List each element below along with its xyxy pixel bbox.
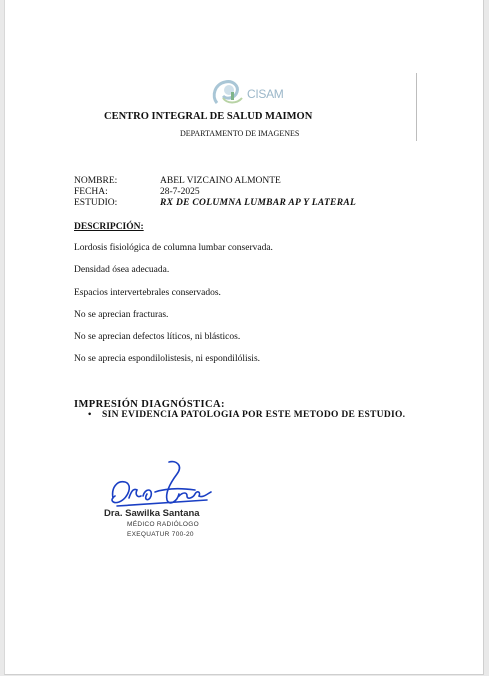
finding-item: Espacios intervertebrales conservados. [74, 288, 221, 298]
finding-item: No se aprecian defectos líticos, ni blásticos. [74, 332, 241, 342]
logo-text: CISAM [247, 87, 284, 101]
study-label: ESTUDIO: [74, 198, 118, 208]
logo-emblem-icon [209, 78, 249, 108]
date-label: FECHA: [74, 187, 108, 197]
cisam-logo [209, 78, 289, 108]
handwritten-signature [107, 458, 217, 510]
signer-name: Dra. Sawilka Santana [104, 508, 200, 519]
department-name: DEPARTAMENTO DE IMAGENES [180, 129, 300, 138]
signer-title: MÉDICO RADIÓLOGO [127, 521, 199, 528]
center-name: CENTRO INTEGRAL DE SALUD MAIMON [104, 111, 313, 122]
header-divider [416, 73, 417, 141]
finding-item: Densidad ósea adecuada. [74, 265, 170, 275]
impression-item [88, 410, 405, 420]
study-value: RX DE COLUMNA LUMBAR AP Y LATERAL [160, 198, 357, 208]
signer-registration: EXEQUATUR 700-20 [127, 531, 194, 538]
patient-name-label: NOMBRE: [74, 176, 118, 186]
description-title: DESCRIPCIÓN: [74, 222, 144, 232]
finding-item: No se aprecian fracturas. [74, 310, 169, 320]
finding-item: No se aprecia espondilolistesis, ni espondilólisis. [74, 354, 261, 364]
bullet-icon: • [88, 410, 92, 420]
patient-name-value: ABEL VIZCAINO ALMONTE [160, 176, 281, 186]
impression-text: SIN EVIDENCIA PATOLOGIA POR ESTE METODO DE ESTUDIO. [102, 410, 406, 420]
finding-item: Lordosis fisiológica de columna lumbar conservada. [74, 243, 273, 253]
impression-title: IMPRESIÓN DIAGNÓSTICA: [74, 399, 225, 410]
document-page [4, 0, 484, 675]
date-value: 28-7-2025 [160, 187, 200, 197]
